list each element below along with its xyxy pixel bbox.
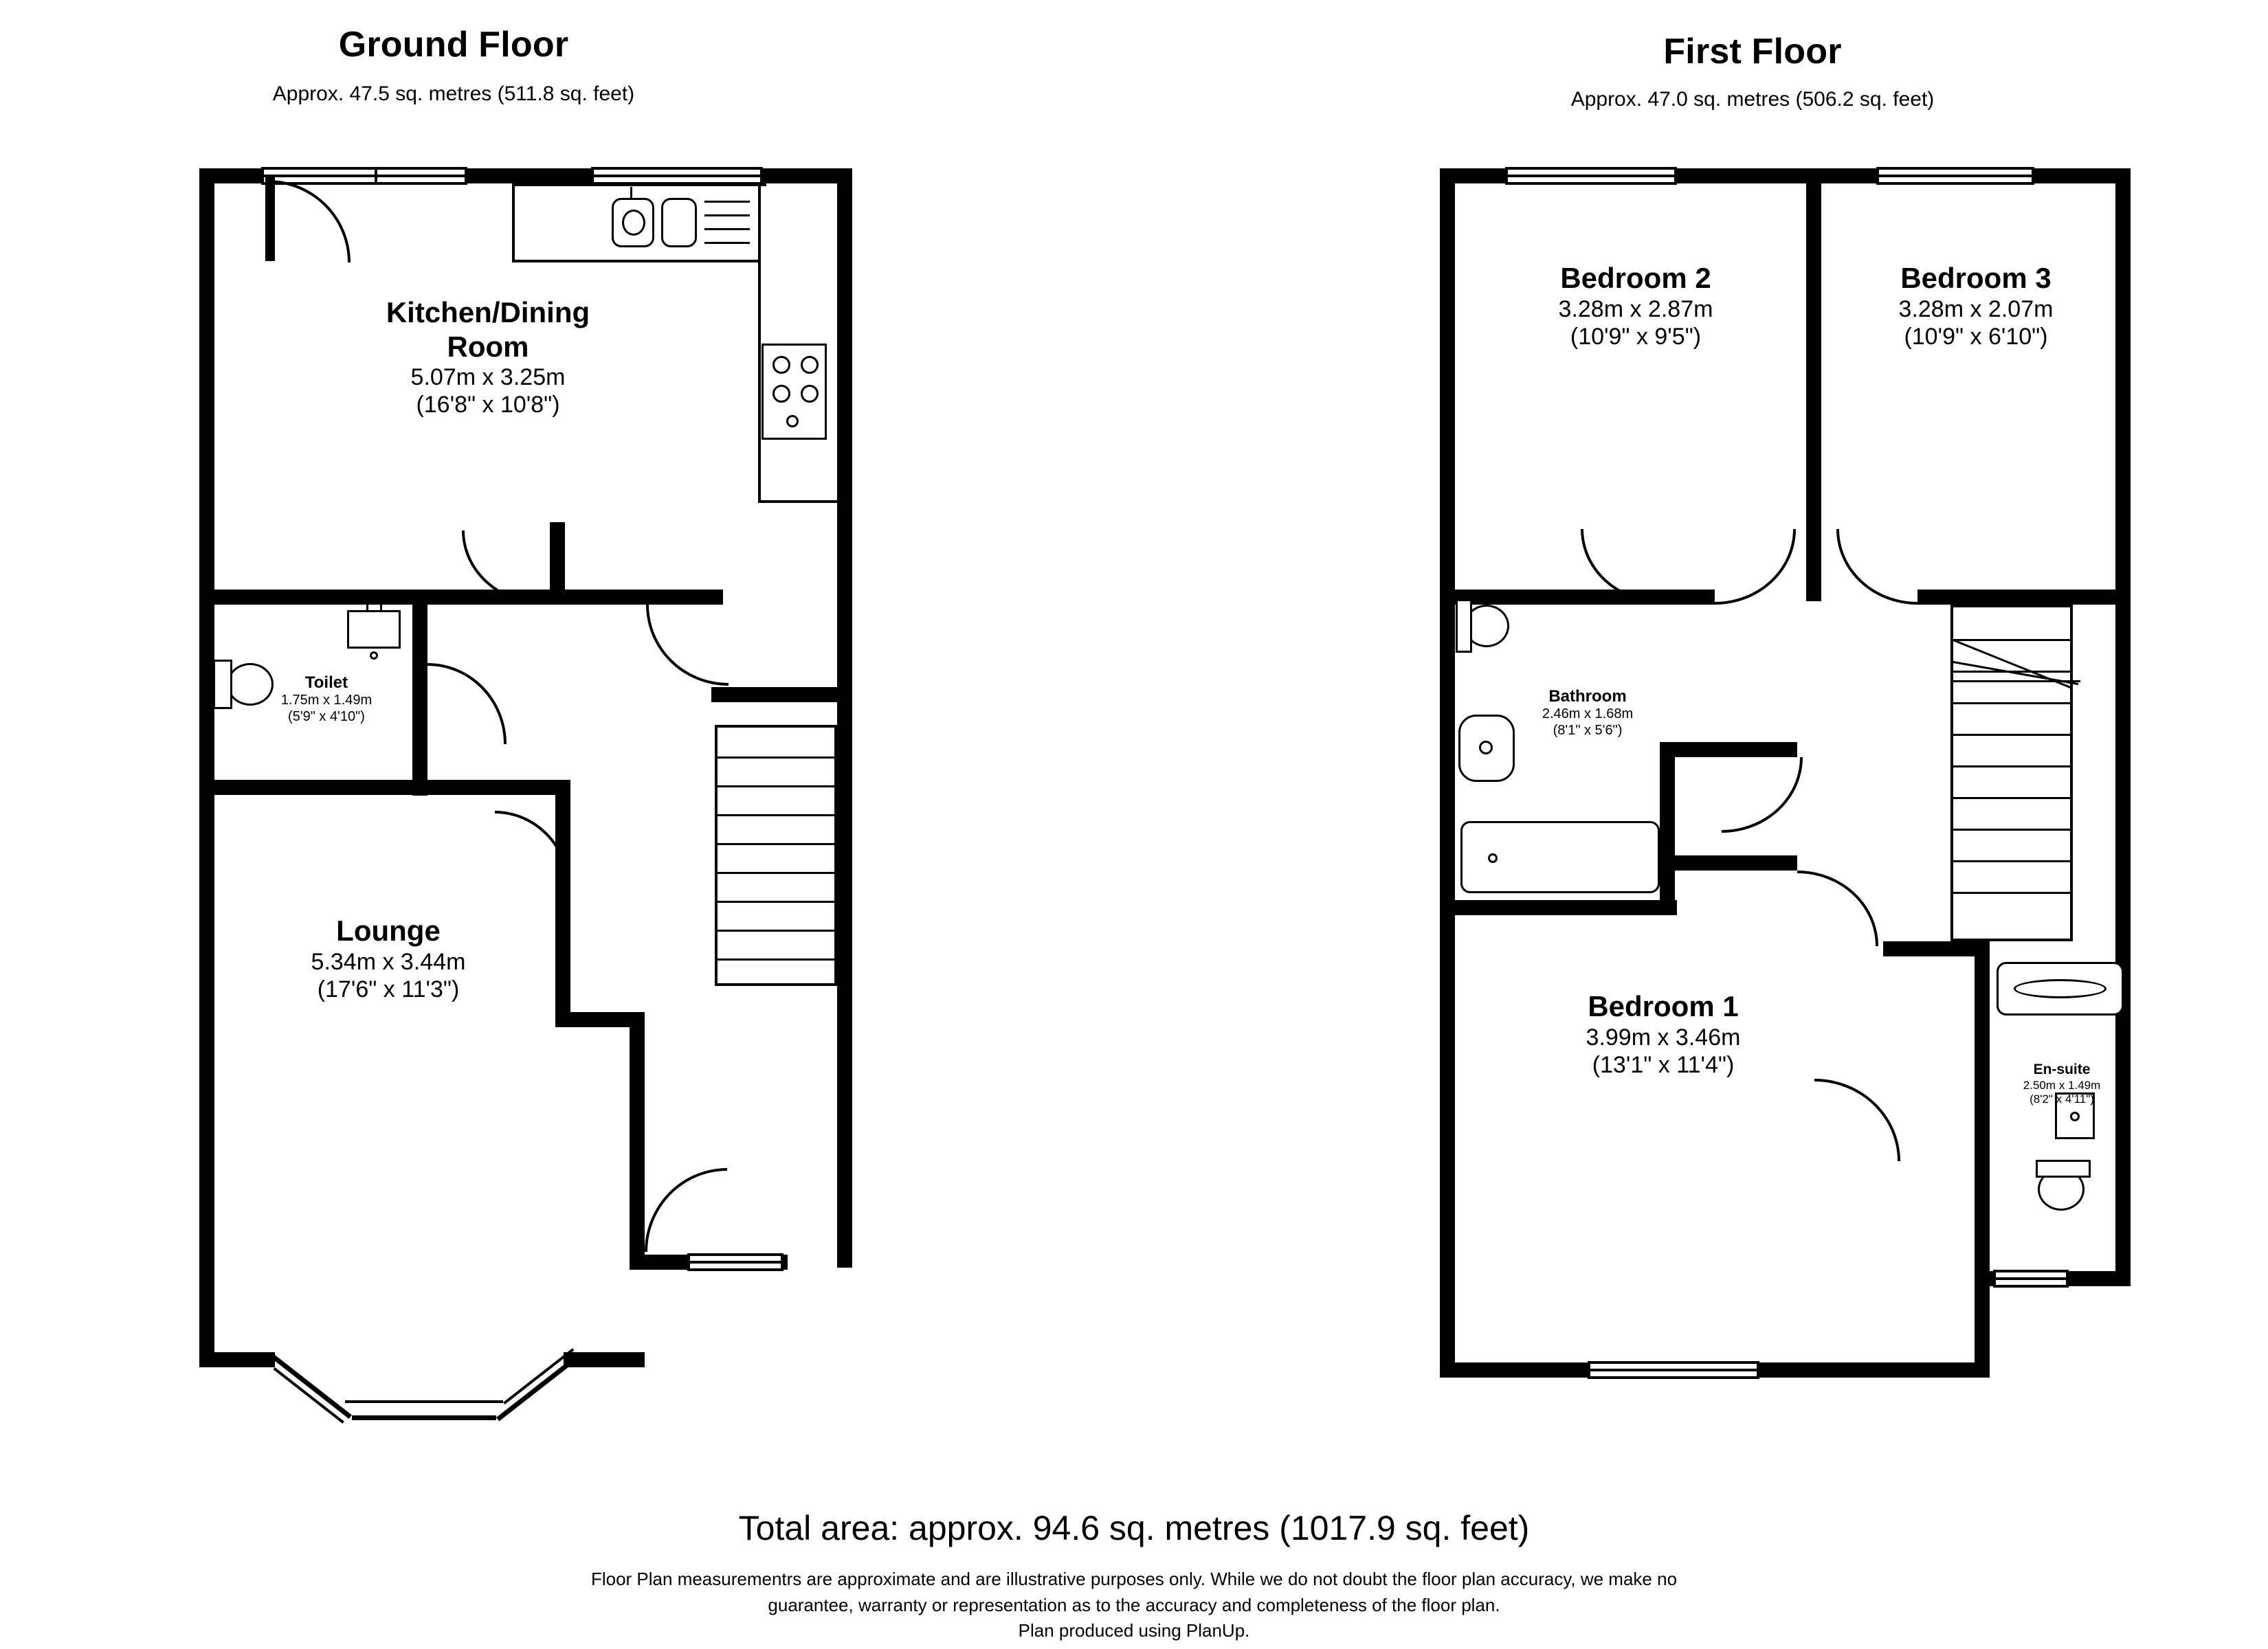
room-imperial-bedroom-1: (13'1" x 11'4") xyxy=(1592,1051,1735,1078)
drainer-line-3 xyxy=(704,228,750,230)
room-metric-bathroom: 2.46m x 1.68m xyxy=(1542,706,1634,722)
room-name-bedroom-3: Bedroom 3 xyxy=(1900,262,2052,294)
room-imperial-kitchen: (16'8" x 10'8") xyxy=(416,392,560,418)
wall-ff-bathroom-bottom xyxy=(1440,900,1677,915)
kitchen-worktop-bottom xyxy=(512,260,761,262)
wc-cistern-ff xyxy=(1456,599,1472,653)
wall-gf-right xyxy=(837,168,852,1268)
basin-gf-tap-1 xyxy=(366,602,368,612)
room-name-bedroom-1: Bedroom 1 xyxy=(1588,990,1739,1022)
stair-step xyxy=(1953,829,2070,831)
door-ff-landing-arc-1 xyxy=(1722,757,1803,833)
window-ff-ensuite xyxy=(1993,1270,2069,1288)
door-gf-rear-arc xyxy=(645,1168,727,1252)
total-area-text: Total area: approx. 94.6 sq. metres (1017.9 sq. feet) xyxy=(738,1509,1530,1547)
stair-step xyxy=(1953,765,2070,767)
door-gf-toilet-arc xyxy=(427,663,507,744)
kitchen-worktop-right xyxy=(758,183,761,262)
first-floor-title: First Floor xyxy=(1663,32,1842,71)
wall-ff-bed3-bottom xyxy=(1917,590,2131,605)
room-imperial-lounge: (17'6" x 11'3") xyxy=(317,976,460,1002)
room-name-toilet: Toilet xyxy=(304,673,348,692)
wall-ff-left xyxy=(1440,168,1455,1378)
wall-ff-bed2-bottom xyxy=(1440,590,1715,605)
stair-step xyxy=(1953,797,2070,799)
basin-ff-waste xyxy=(1479,741,1493,754)
room-label-toilet xyxy=(227,673,426,726)
stair-step xyxy=(1953,734,2070,736)
room-imperial-bedroom-2: (10'9" x 9'5") xyxy=(1570,323,1702,350)
bay-outer-right xyxy=(496,1358,576,1422)
sink-tap xyxy=(630,187,632,199)
basin-gf-waste xyxy=(370,651,378,660)
wall-ff-bed1-right xyxy=(1975,941,1990,1378)
wall-ff-bed2-bed3-divider xyxy=(1806,168,1821,601)
basin-gf-toilet xyxy=(347,610,401,649)
room-metric-toilet: 1.75m x 1.49m xyxy=(280,693,373,708)
wall-ff-ensuite-top xyxy=(1883,941,1990,956)
first-floor-area: Approx. 47.0 sq. metres (506.2 sq. feet) xyxy=(1570,88,1935,111)
room-label-kitchen-dining xyxy=(275,295,701,418)
stair-step xyxy=(1953,702,2070,704)
room-metric-ensuite: 2.50m x 1.49m xyxy=(2023,1078,2101,1092)
basin-ensuite-waste xyxy=(2070,1112,2080,1121)
wall-gf-lounge-left xyxy=(199,780,214,1367)
hob-ring-1 xyxy=(772,356,790,374)
hob-ring-4 xyxy=(801,385,819,403)
kitchen-worktop-right-run xyxy=(758,262,761,503)
room-imperial-toilet: (5'9" x 4'10") xyxy=(288,708,365,724)
window-ff-bed1 xyxy=(1588,1361,1759,1379)
room-metric-lounge: 5.34m x 3.44m xyxy=(311,948,466,975)
drainer-line-4 xyxy=(704,242,750,244)
disclaimer-block xyxy=(0,1567,2268,1644)
door-gf-entrance-arc xyxy=(268,180,351,262)
window-gf-top-left-2 xyxy=(375,167,467,185)
bay-inner-right xyxy=(503,1348,574,1404)
room-label-lounge xyxy=(227,914,550,1003)
room-imperial-bedroom-3: (10'9" x 6'10") xyxy=(1904,323,2048,350)
room-label-bathroom xyxy=(1471,687,1704,739)
wall-gf-lounge-right-upper xyxy=(555,780,570,1027)
room-metric-bedroom-1: 3.99m x 3.46m xyxy=(1586,1024,1741,1051)
door-ff-bed1-arc xyxy=(1814,1079,1900,1161)
wall-gf-hall-mid xyxy=(711,687,838,702)
stair-step xyxy=(1953,860,2070,862)
hob-control xyxy=(786,415,799,427)
shower-drain-ensuite xyxy=(2014,979,2106,998)
door-ff-landing-arc-2 xyxy=(1797,871,1878,946)
stair-step xyxy=(718,785,834,787)
wall-gf-bay-right xyxy=(564,1352,645,1367)
room-name-lounge: Lounge xyxy=(336,915,441,947)
stair-step xyxy=(1953,639,2070,641)
door-gf-hall-arc xyxy=(646,605,729,686)
bay-outer-bottom xyxy=(352,1415,496,1420)
stair-step xyxy=(718,958,834,961)
door-ff-bed3-arc xyxy=(1836,529,1917,605)
bay-inner-bottom xyxy=(345,1400,503,1403)
stairs-ff xyxy=(1950,605,2073,941)
wall-gf-lounge-top xyxy=(199,780,570,795)
drainer-line-1 xyxy=(704,201,750,203)
room-metric-bedroom-2: 3.28m x 2.87m xyxy=(1558,295,1713,322)
door-gf-entrance-leaf xyxy=(265,177,275,261)
wall-ff-bathroom-bottom-right xyxy=(1660,855,1797,871)
room-name-kitchen-line2: Room xyxy=(447,330,529,363)
sink-drain xyxy=(622,210,645,236)
hob-ring-2 xyxy=(801,356,819,374)
stair-step xyxy=(718,756,834,759)
wall-gf-lounge-right-lower xyxy=(630,1012,645,1270)
room-label-bedroom-2 xyxy=(1478,261,1794,350)
room-name-ensuite: En-suite xyxy=(2033,1062,2091,1077)
ground-floor-title: Ground Floor xyxy=(338,25,569,65)
stair-step xyxy=(718,901,834,903)
kitchen-worktop-bottom-run xyxy=(758,500,841,503)
stair-step xyxy=(718,814,834,816)
stair-step xyxy=(1953,892,2070,894)
room-name-kitchen-line1: Kitchen/Dining xyxy=(386,296,590,328)
stair-step xyxy=(718,872,834,874)
wall-ff-bathroom-top-right xyxy=(1660,742,1797,757)
window-ff-bed3 xyxy=(1876,167,2034,185)
bay-inner-left xyxy=(274,1367,344,1424)
room-name-bathroom: Bathroom xyxy=(1548,687,1627,706)
room-imperial-ensuite: (8'2" x 4'11") xyxy=(2030,1092,2094,1106)
room-imperial-bathroom: (8'1" x 5'6") xyxy=(1553,722,1623,738)
window-ff-bed2 xyxy=(1505,167,1677,185)
sink-basin-right xyxy=(661,198,697,247)
room-name-bedroom-2: Bedroom 2 xyxy=(1560,262,1711,294)
stair-step xyxy=(718,843,834,845)
window-gf-rear-door xyxy=(687,1253,783,1271)
kitchen-worktop-left xyxy=(512,183,515,262)
wall-ff-bathroom-right xyxy=(1660,742,1675,914)
disclaimer-line-2: guarantee, warranty or representation as to the accuracy and completeness of the floor plan. xyxy=(768,1594,1500,1615)
ground-floor-area: Approx. 47.5 sq. metres (511.8 sq. feet) xyxy=(272,82,635,105)
bathtub-waste xyxy=(1488,853,1498,863)
stair-winder-3 xyxy=(1953,680,2080,682)
basin-gf-tap-2 xyxy=(380,602,382,612)
stairs-gf xyxy=(715,725,837,986)
room-metric-bedroom-3: 3.28m x 2.07m xyxy=(1898,295,2054,322)
drainer-line-2 xyxy=(704,214,750,216)
window-gf-kitchen xyxy=(591,167,763,185)
door-ff-bed2-arc xyxy=(1715,529,1796,605)
room-metric-kitchen: 5.07m x 3.25m xyxy=(410,364,566,391)
room-label-bedroom-3 xyxy=(1825,261,2127,350)
hob-ring-3 xyxy=(772,385,790,403)
wall-gf-bay-left xyxy=(199,1352,275,1367)
disclaimer-line-1: Floor Plan measurementrs are approximate and are illustrative purposes only. While we do not doubt the floor plan accuracy, we make no xyxy=(590,1569,1678,1589)
kitchen-worktop-top xyxy=(512,183,766,186)
room-label-ensuite xyxy=(1979,1062,2144,1106)
bay-outer-left xyxy=(272,1355,352,1419)
wall-gf-hall-top xyxy=(565,590,723,605)
wc-cistern-ensuite xyxy=(2036,1160,2091,1178)
room-label-bedroom-1 xyxy=(1505,989,1821,1079)
stair-step xyxy=(718,930,834,932)
disclaimer-line-3: Plan produced using PlanUp. xyxy=(1018,1620,1250,1641)
